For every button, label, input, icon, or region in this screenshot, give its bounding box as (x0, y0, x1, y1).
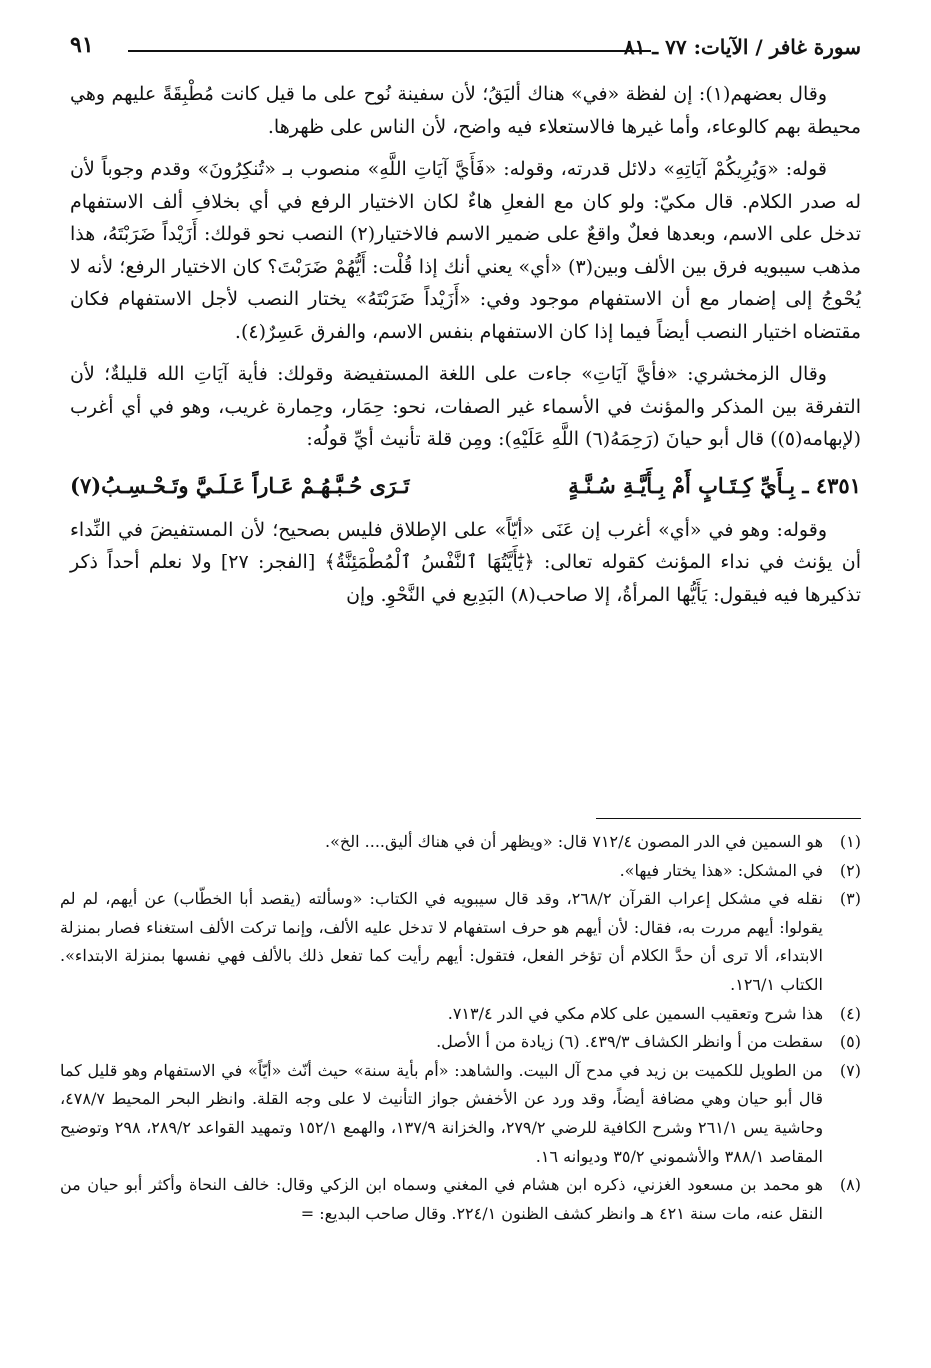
footnote-number: (٥) (839, 1032, 861, 1052)
footnote-text: هو السمين في الدر المصون ٧١٢/٤ قال: «ويظهر أن في هناك أليق.... الخ». (325, 832, 823, 851)
footnote (60, 857, 861, 886)
footnote (60, 1171, 861, 1228)
footnote (60, 885, 861, 999)
footnote-number: (٤) (839, 1003, 861, 1023)
verse-right-hemistich: ـ بِـأَيِّ كِـتَـابٍ أَمْ بِـأَيَّـةِ سُـنَّـةٍ (568, 472, 809, 498)
footnote (60, 1028, 861, 1057)
footnote-text: سقطت من أ وانظر الكشاف ٤٣٩/٣. (٦) زيادة من أ الأصل. (436, 1032, 823, 1052)
header-rule (128, 50, 651, 52)
poetry-verse (70, 466, 861, 506)
footnote-number: (١) (839, 832, 861, 851)
main-text (70, 78, 861, 621)
verse-left-hemistich: تَـرَى حُـبَّـهُـمْ عَـاراً عَـلَـيَّ وتَـحْـسِـبُ(٧) (70, 472, 410, 498)
footnote-text: هذا شرح وتعقيب السمين على كلام مكي في الدر ٧١٣/٤. (447, 1003, 823, 1023)
page-header (70, 30, 861, 66)
footnote-number: (٢) (839, 860, 861, 880)
footnote-text: في المشكل: «هذا يختار فيها». (619, 860, 823, 880)
paragraph: وقال الزمخشري: «فأيَّ آيَاتِ» جاءت على اللغة المستفيضة وقولك: فأية آيَاتِ الله قليلةٌ؛ لأن التفرقة بين المذكر والمؤنث في الأسماء غير الصفات، نحو: حِمَار، وحِمارة غريب، وهو في أي أغرب (لإبهامه(٥)) قال أبو حيانَ (رَحِمَهُ(٦) اللَّهِ عَلَيْهِ): ومِن قلة تأنيث أيِّ قولُه: (70, 363, 861, 450)
footnote-text: من الطويل للكميت بن زيد في مدح آل البيت. والشاهد: «أم بأية سنة» حيث أنّث «أيّاً» في الاستفهام وهو قليل كما قال أبو حيان وهي مضافة أيضاً، وقد ورد عن الأخفش جواز التأنيث لا على وجه القلة. وانظر البحر المحيط ٤٧٨/٧، وحاشية يس ٢٦١/١ وشرح الكافية للرضي ٢٧٩/٢، والخزانة ١٣٧/٩، والهمع ١٥٢/١ وتمهيد القواعد ٢٨٩/٢، ٢٩٨ وتوضيح المقاصد ٣٨٨/١ والأشموني ٣٥/٢ وديوانه ١٦. (60, 1060, 824, 1166)
running-title: سورة غافر / الآيات: ٧٧ ـ ٨١ (623, 35, 861, 59)
page-number: ٩١ (70, 32, 94, 58)
verse-first-half (568, 466, 861, 506)
footnote-number: (٧) (839, 1060, 861, 1080)
footnote-number: (٣) (839, 889, 861, 909)
footnote (60, 1057, 861, 1171)
paragraph: وقال بعضهم(١): إن لفظة «في» هناك أليَقُ؛ لأن سفينة نُوح على ما قيل كانت مُطْبِقَةً عليهم وهي محيطة بهم كالوعاء، وأما غيرها فالاستعلاء فيه واضح، لأن الناس على ظهرها. (70, 83, 861, 138)
footnote-number: (٨) (839, 1175, 861, 1195)
verse-number: ٤٣٥١ (815, 472, 861, 498)
footnote-separator (596, 818, 861, 819)
footnote (60, 828, 861, 857)
footnote-text: هو محمد بن مسعود الغزني، ذكره ابن هشام في المغني وسماه ابن الزكي وقال: خالف النحاة وأكثر أبو حيان من النقل عنه، مات سنة ٤٢١ هـ وانظر كشف الظنون ٢٢٤/١. وقال صاحب البديع: = (60, 1175, 823, 1223)
paragraph: وقوله: وهو في «أي» أغرب إن عَنَى «أيّاً» على الإطلاق فليس بصحيح؛ لأن المستفيضَ في النِّداء أن يؤنث في نداء المؤنث كقوله تعالى: ﴿يَٰٓأَيَّتُهَا ٱلنَّفْسُ ٱلْمُطْمَئِنَّةُ﴾ [الفجر: ٢٧] ولا نعلم أحداً ذكر تذكيرها فيه فيقول: يَأَيُّها المرأةُ، إلا صاحب(٨) البَدِيع في النَّحْوِ. وإن (70, 518, 861, 606)
paragraph: قوله: «وَيُرِيكُمْ آيَاتِهِ» دلائل قدرته، وقوله: «فَأَيَّ آيَاتِ اللَّهِ» منصوب بـ «تُنكِرُونَ» وقدم وجوباً لأن له صدر الكلام. قال مكيّ: ولو كان مع الفعلِ هاءٌ لكان الاختيار الرفع في أي بخلافِ ألف الاستفهام تدخل على الاسم، وبعدها فعلٌ واقعٌ على ضمير الاسم فالاختيار(٢) النصب نحو قولك: أَزَيْداً ضَرَبْتَهُ، هذا مذهب سيبويه فرق بين الألف وبين(٣) «أي» يعني أنك إذا قُلْت: أَيُّهُمْ ضَرَبْتَ؟ كان الاختيار الرفع؛ لأنه لا يُحْوجُ إلى إضمار مع أن الاستفهام موجود وفي: «أَزَيْداً ضَرَبْتَهُ» يختار النصب لأجل الاستفهام فكان مقتضاه اختيار النصب أيضاً فيما إذا كان الاستفهام بنفس الاسم، والفرق عَسِرٌ(٤). (70, 158, 862, 343)
footnotes (60, 828, 861, 1228)
footnote (60, 1000, 861, 1029)
footnote-text: نقله في مشكل إعراب القرآن ٢٦٨/٢، وقد قال سيبويه في الكتاب: «وسألته (يقصد أبا الخطّاب) عن أيهم، لم لم يقولوا: أيهم مررت به، فقال: لأن أيهم هو حرف استفهام لا تدخل عليه الألف، وإنما تركت الألف استغناء فصار بمنزلة الابتداء، ألا ترى أن حدَّ الكلام أن تؤخر الفعل، فتقول: أيهم رأيت كما تفعل ذلك بالألف فهي نفسها بمنزلة الابتداء». الكتاب ١٢٦/١. (60, 889, 823, 994)
